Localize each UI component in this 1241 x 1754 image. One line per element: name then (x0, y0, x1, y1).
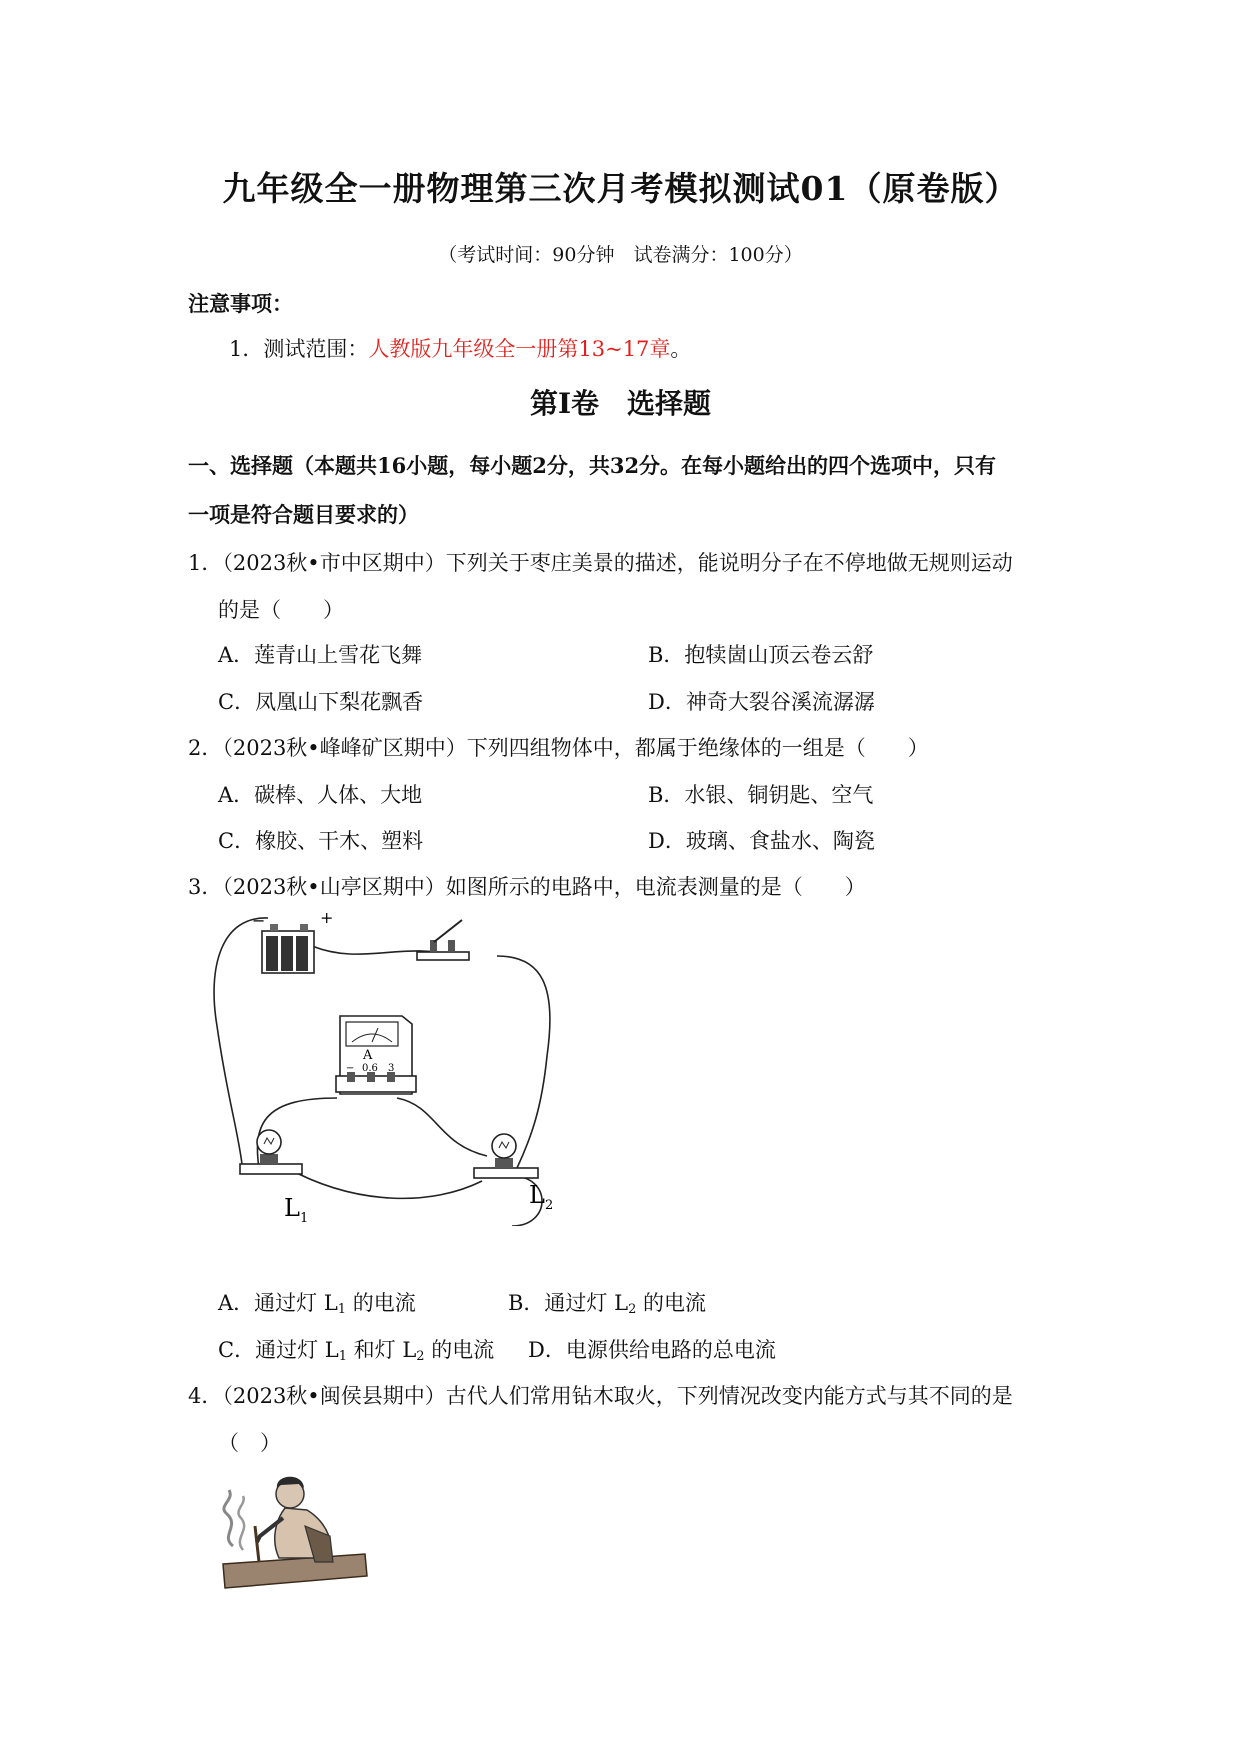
page-title: 九年级全一册物理第三次月考模拟测试01（原卷版） (222, 169, 1019, 208)
ammeter-terminal-3: 3 (388, 1063, 395, 1074)
wire-battery-to-lamp1 (214, 918, 268, 1164)
question-2-option-c: C．橡胶、干木、塑料 (218, 829, 424, 853)
question-1-option-d: D．神奇大裂谷溪流潺潺 (648, 690, 875, 714)
question-1-option-a: A．莲青山上雪花飞舞 (218, 643, 423, 667)
question-3-option-a: A．通过灯 $L_1$ 的电流 (218, 1291, 416, 1317)
battery-negative-label: − (252, 911, 266, 930)
question-3-option-c: C．通过灯 $L_1$ 和灯 $L_2$ 的电流 (218, 1338, 495, 1364)
battery-icon (262, 924, 314, 973)
lamp1-label: $L_1$ (284, 1194, 309, 1226)
notice-item-prefix: 1．测试范围： (229, 337, 369, 361)
battery-positive-label: + (320, 908, 334, 927)
part-intro-line2: 一项是符合题目要求的） (188, 502, 419, 527)
wire-lamp1-to-lamp2 (287, 1168, 482, 1198)
question-1-stem: 1．（2023秋•市中区期中）下列关于枣庄美景的描述，能说明分子在不停地做无规则运动 (188, 551, 1013, 575)
wire-meter-to-lamp2 (397, 1098, 487, 1156)
notice-item-suffix: 。 (670, 337, 692, 361)
question-3-option-b: B．通过灯 $L_2$ 的电流 (508, 1291, 707, 1317)
ammeter-letter: A (363, 1048, 373, 1063)
question-2-option-d: D．玻璃、食盐水、陶瓷 (648, 829, 875, 853)
question-4-stem-cont: （ ） (218, 1431, 281, 1455)
question-3-option-d: D．电源供给电路的总电流 (528, 1338, 776, 1362)
question-4-stem: 4．（2023秋•闽侯县期中）古代人们常用钻木取火，下列情况改变内能方式与其不同的是 (188, 1384, 1013, 1408)
test-scope: 人教版九年级全一册第13~17章 (368, 337, 671, 361)
notice-heading: 注意事项： (188, 291, 293, 316)
question-1-option-b: B．抱犊崮山顶云卷云舒 (648, 643, 874, 667)
question-1-stem-cont: 的是（ ） (218, 598, 344, 622)
question-1-option-c: C．凤凰山下梨花飘香 (218, 690, 424, 714)
lamp2-label: $L_2$ (529, 1181, 554, 1213)
section-title: 第Ⅰ卷 选择题 (529, 387, 712, 420)
ammeter-terminal-negative: − (346, 1063, 355, 1074)
circuit-diagram (212, 906, 628, 1226)
question-2-option-b: B．水银、铜钥匙、空气 (648, 783, 874, 807)
part-intro-line1: 一、选择题（本题共16小题，每小题2分，共32分。在每小题给出的四个选项中，只有 (188, 453, 997, 478)
question-3-stem: 3．（2023秋•山亭区期中）如图所示的电路中，电流表测量的是（ ） (188, 875, 866, 899)
ammeter-icon (336, 1016, 416, 1094)
question-2-option-a: A．碳棒、人体、大地 (218, 783, 423, 807)
switch-icon (417, 920, 469, 960)
question-2-stem: 2．（2023秋•峰峰矿区期中）下列四组物体中，都属于绝缘体的一组是（ ） (188, 736, 929, 760)
lamp1-icon (240, 1130, 302, 1174)
notice-item-1 (229, 333, 691, 363)
exam-info: （考试时间：90分钟 试卷满分：100分） (438, 244, 803, 266)
ammeter-terminal-06: 0.6 (362, 1063, 378, 1074)
drilling-wood-fire-illustration (215, 1466, 375, 1594)
